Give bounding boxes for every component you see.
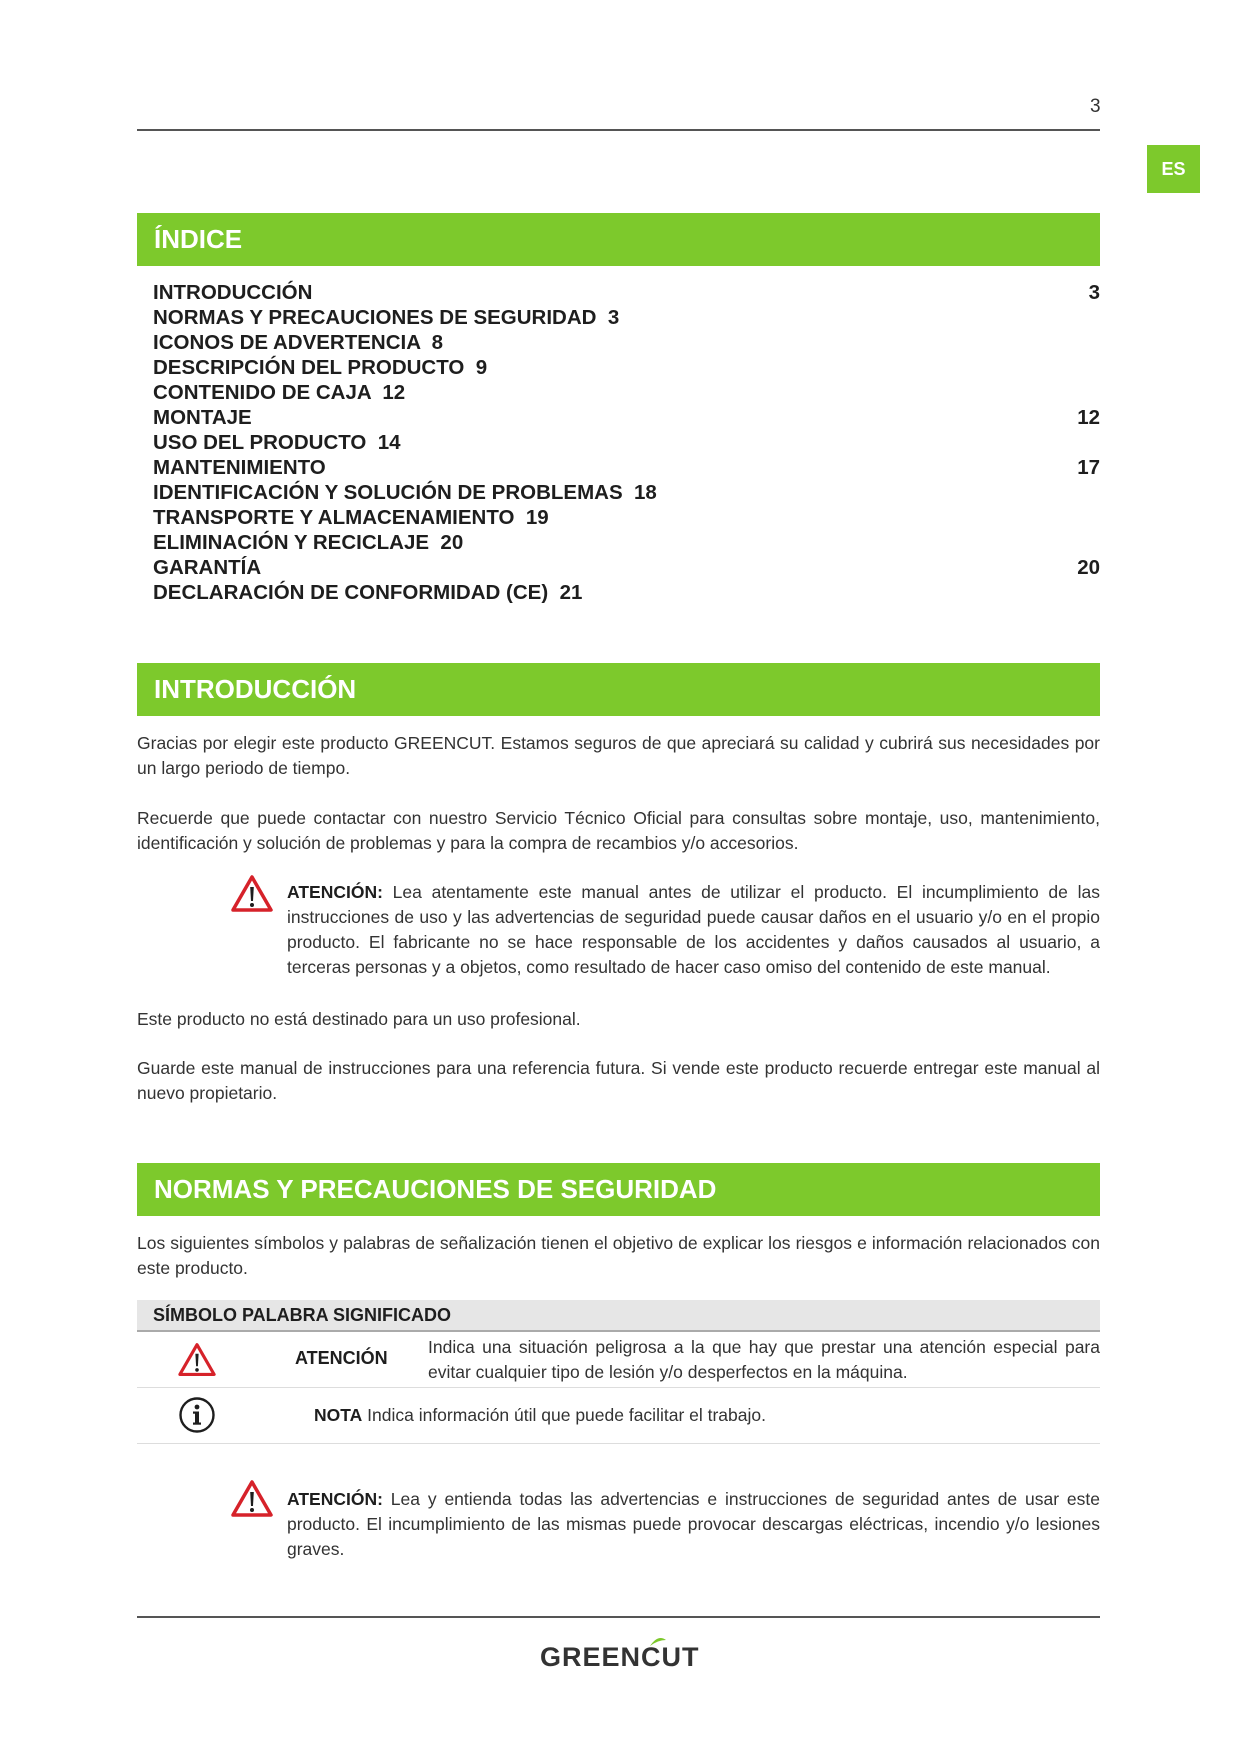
toc-entry-page: 3 xyxy=(1088,281,1100,304)
toc-entry[interactable] xyxy=(153,480,1100,505)
safety-intro-paragraph: Los siguientes símbolos y palabras de señalización tienen el objetivo de explicar los riesgos e información relacionados con este producto. xyxy=(137,1233,1100,1278)
safety-title: NORMAS Y PRECAUCIONES DE SEGURIDAD xyxy=(154,1174,717,1204)
toc-entry-title: ELIMINACIÓN Y RECICLAJE 20 xyxy=(153,531,464,554)
symbol-word-nota: NOTA xyxy=(314,1405,363,1425)
toc-entry-title: MANTENIMIENTO xyxy=(153,456,326,479)
intro-title: INTRODUCCIÓN xyxy=(154,674,357,704)
toc-entry-page: 12 xyxy=(1077,406,1100,429)
safety-warning-text xyxy=(287,1487,1100,1562)
warning-body: Lea y entienda todas las advertencias e instrucciones de seguridad antes de usar este producto. El incumplimiento de las mismas puede provocar descargas eléctricas, incendio y/o lesiones graves. xyxy=(287,1489,1100,1559)
intro-paragraph-2: Recuerde que puede contactar con nuestro Servicio Técnico Oficial para consultas sobre montaje, uso, mantenimiento, identificación y solución de problemas y para la compra de recambios y/o accesorios. xyxy=(137,808,1100,853)
warning-triangle-icon xyxy=(230,1479,274,1519)
toc-entry-page: 17 xyxy=(1077,456,1100,479)
footer-divider xyxy=(137,1616,1100,1618)
toc-entry-title: IDENTIFICACIÓN Y SOLUCIÓN DE PROBLEMAS 18 xyxy=(153,481,657,504)
intro-section-header xyxy=(137,663,1100,716)
toc-entry-title: NORMAS Y PRECAUCIONES DE SEGURIDAD 3 xyxy=(153,306,620,329)
intro-paragraph-3: Este producto no está destinado para un uso profesional. xyxy=(137,1009,581,1029)
symbol-word-atencion: ATENCIÓN xyxy=(295,1348,388,1368)
toc-entry[interactable] xyxy=(153,405,1100,430)
toc-entry-title: MONTAJE xyxy=(153,406,252,429)
toc-entry[interactable] xyxy=(153,430,1100,455)
toc-entry[interactable] xyxy=(153,330,1100,355)
toc-entry-title: INTRODUCCIÓN xyxy=(153,281,313,304)
toc-entry-title: DESCRIPCIÓN DEL PRODUCTO 9 xyxy=(153,356,488,379)
toc-entry[interactable] xyxy=(153,355,1100,380)
safety-section-header xyxy=(137,1163,1100,1216)
warning-body: Lea atentamente este manual antes de utilizar el producto. El incumplimiento de las instrucciones de uso y las advertencias de seguridad puede causar daños en el usuario y/o en el propio producto. El fabricante no se hace responsable de los accidentes y daños causados al usuario, a terceras personas y a objetos, como resultado de hacer caso omiso del contenido de este manual. xyxy=(287,882,1100,977)
warning-label: ATENCIÓN: xyxy=(287,1489,383,1509)
index-section-header xyxy=(137,213,1100,266)
warning-label: ATENCIÓN: xyxy=(287,882,383,902)
language-tab: ES xyxy=(1147,145,1200,193)
greencut-logo: GREENCUT xyxy=(540,1642,700,1673)
toc-entry-page: 20 xyxy=(1077,556,1100,579)
toc-entry[interactable] xyxy=(153,380,1100,405)
symbol-meaning-atencion: Indica una situación peligrosa a la que hay que prestar una atención especial para evitar cualquier tipo de lesión y/o desperfectos en la máquina. xyxy=(428,1337,1100,1382)
symbol-table-row xyxy=(137,1332,1100,1388)
intro-warning-text xyxy=(287,880,1100,980)
info-icon xyxy=(178,1396,216,1434)
symbol-meaning-nota: Indica información útil que puede facilitar el trabajo. xyxy=(362,1405,766,1425)
table-of-contents xyxy=(153,280,1100,605)
logo-leaf-mark xyxy=(648,1636,668,1648)
intro-paragraph-4: Guarde este manual de instrucciones para una referencia futura. Si vende este producto recuerde entregar este manual al nuevo propietario. xyxy=(137,1058,1100,1103)
toc-entry[interactable] xyxy=(153,280,1100,305)
warning-triangle-icon xyxy=(230,874,274,914)
warning-triangle-icon xyxy=(177,1342,217,1378)
index-title: ÍNDICE xyxy=(154,224,243,254)
toc-entry[interactable] xyxy=(153,305,1100,330)
symbol-table xyxy=(137,1300,1100,1444)
toc-entry[interactable] xyxy=(153,455,1100,480)
header-divider xyxy=(137,129,1100,131)
symbol-nota-row xyxy=(314,1405,766,1426)
toc-entry-title: ICONOS DE ADVERTENCIA 8 xyxy=(153,331,444,354)
symbol-table-header: SÍMBOLO PALABRA SIGNIFICADO xyxy=(137,1300,1100,1332)
toc-entry-title: DECLARACIÓN DE CONFORMIDAD (CE) 21 xyxy=(153,581,583,604)
toc-entry-title: GARANTÍA xyxy=(153,556,262,579)
toc-entry-title: CONTENIDO DE CAJA 12 xyxy=(153,381,406,404)
toc-entry[interactable] xyxy=(153,555,1100,580)
page-number: 3 xyxy=(1090,96,1101,117)
intro-paragraph-1: Gracias por elegir este producto GREENCUT. Estamos seguros de que apreciará su calidad y cubrirá sus necesidades por un largo periodo de tiempo. xyxy=(137,733,1100,778)
toc-entry[interactable] xyxy=(153,505,1100,530)
symbol-table-row xyxy=(137,1388,1100,1444)
toc-entry[interactable] xyxy=(153,530,1100,555)
toc-entry-title: TRANSPORTE Y ALMACENAMIENTO 19 xyxy=(153,506,549,529)
toc-entry-title: USO DEL PRODUCTO 14 xyxy=(153,431,401,454)
toc-entry[interactable] xyxy=(153,580,1100,605)
